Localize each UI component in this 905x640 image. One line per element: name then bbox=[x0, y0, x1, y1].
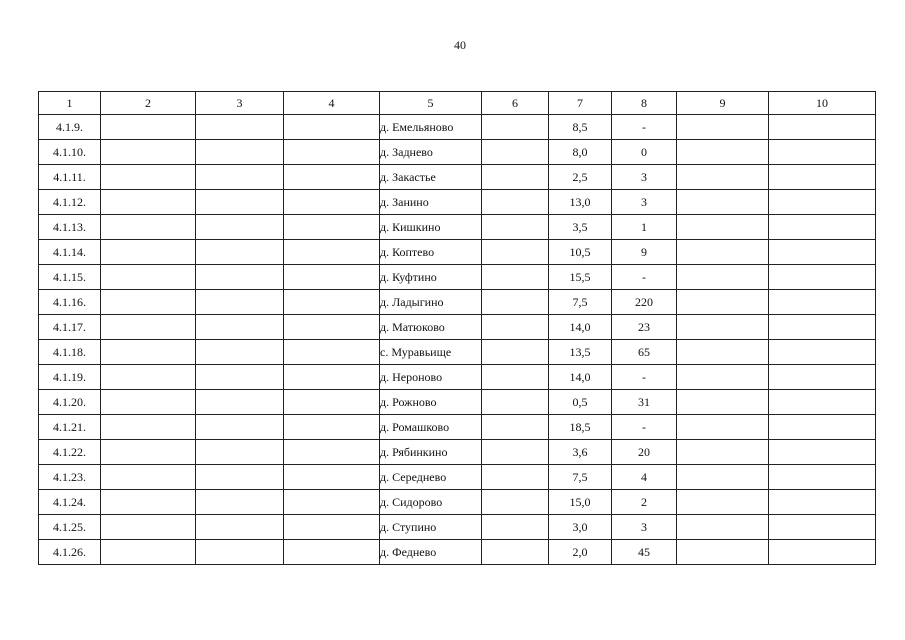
row-number-cell: 4.1.15. bbox=[39, 265, 101, 290]
column-header-4: 4 bbox=[284, 92, 380, 115]
table-row bbox=[39, 315, 876, 340]
empty-cell-col-6 bbox=[482, 390, 549, 415]
column-7-cell: 3,0 bbox=[549, 515, 612, 540]
empty-cell-col-9 bbox=[677, 140, 769, 165]
column-7-cell: 3,5 bbox=[549, 215, 612, 240]
row-number-cell: 4.1.12. bbox=[39, 190, 101, 215]
settlement-name-cell: д. Ромашково bbox=[380, 415, 482, 440]
empty-cell-col-9 bbox=[677, 265, 769, 290]
empty-cell-col-2 bbox=[101, 290, 196, 315]
empty-cell-col-2 bbox=[101, 190, 196, 215]
row-number-cell: 4.1.23. bbox=[39, 465, 101, 490]
settlement-name-cell: д. Сидорово bbox=[380, 490, 482, 515]
column-8-cell: 20 bbox=[612, 440, 677, 465]
row-number-cell: 4.1.20. bbox=[39, 390, 101, 415]
empty-cell-col-6 bbox=[482, 165, 549, 190]
column-8-cell: 45 bbox=[612, 540, 677, 565]
settlement-name-cell: д. Ступино bbox=[380, 515, 482, 540]
row-number-cell: 4.1.16. bbox=[39, 290, 101, 315]
column-8-cell: - bbox=[612, 365, 677, 390]
column-8-cell: 2 bbox=[612, 490, 677, 515]
empty-cell-col-2 bbox=[101, 140, 196, 165]
empty-cell-col-6 bbox=[482, 415, 549, 440]
empty-cell-col-2 bbox=[101, 365, 196, 390]
empty-cell-col-3 bbox=[196, 515, 284, 540]
column-7-cell: 14,0 bbox=[549, 315, 612, 340]
column-header-7: 7 bbox=[549, 92, 612, 115]
settlement-name-cell: д. Рожново bbox=[380, 390, 482, 415]
empty-cell-col-6 bbox=[482, 540, 549, 565]
settlement-name-cell: д. Куфтино bbox=[380, 265, 482, 290]
empty-cell-col-2 bbox=[101, 515, 196, 540]
empty-cell-col-9 bbox=[677, 165, 769, 190]
column-header-6: 6 bbox=[482, 92, 549, 115]
empty-cell-col-2 bbox=[101, 115, 196, 140]
empty-cell-col-3 bbox=[196, 540, 284, 565]
column-8-cell: 4 bbox=[612, 465, 677, 490]
column-8-cell: - bbox=[612, 115, 677, 140]
column-header-3: 3 bbox=[196, 92, 284, 115]
settlement-name-cell: д. Кишкино bbox=[380, 215, 482, 240]
empty-cell-col-3 bbox=[196, 140, 284, 165]
table-row bbox=[39, 190, 876, 215]
table-row bbox=[39, 390, 876, 415]
settlement-name-cell: д. Феднево bbox=[380, 540, 482, 565]
empty-cell-col-3 bbox=[196, 415, 284, 440]
empty-cell-col-10 bbox=[769, 215, 876, 240]
settlement-name-cell: д. Матюково bbox=[380, 315, 482, 340]
empty-cell-col-3 bbox=[196, 190, 284, 215]
empty-cell-col-10 bbox=[769, 115, 876, 140]
empty-cell-col-4 bbox=[284, 440, 380, 465]
row-number-cell: 4.1.10. bbox=[39, 140, 101, 165]
empty-cell-col-4 bbox=[284, 265, 380, 290]
empty-cell-col-3 bbox=[196, 290, 284, 315]
empty-cell-col-2 bbox=[101, 265, 196, 290]
table-header-row bbox=[39, 92, 876, 115]
empty-cell-col-4 bbox=[284, 315, 380, 340]
column-8-cell: 220 bbox=[612, 290, 677, 315]
settlement-name-cell: д. Занино bbox=[380, 190, 482, 215]
empty-cell-col-9 bbox=[677, 315, 769, 340]
row-number-cell: 4.1.13. bbox=[39, 215, 101, 240]
table-row bbox=[39, 515, 876, 540]
settlement-name-cell: д. Рябинкино bbox=[380, 440, 482, 465]
column-header-8: 8 bbox=[612, 92, 677, 115]
empty-cell-col-2 bbox=[101, 240, 196, 265]
column-header-5: 5 bbox=[380, 92, 482, 115]
settlement-name-cell: д. Закастье bbox=[380, 165, 482, 190]
column-8-cell: 0 bbox=[612, 140, 677, 165]
empty-cell-col-9 bbox=[677, 390, 769, 415]
empty-cell-col-3 bbox=[196, 165, 284, 190]
empty-cell-col-4 bbox=[284, 290, 380, 315]
empty-cell-col-4 bbox=[284, 165, 380, 190]
empty-cell-col-4 bbox=[284, 140, 380, 165]
settlement-name-cell: с. Муравьище bbox=[380, 340, 482, 365]
column-7-cell: 10,5 bbox=[549, 240, 612, 265]
empty-cell-col-6 bbox=[482, 115, 549, 140]
column-8-cell: 3 bbox=[612, 190, 677, 215]
table-row bbox=[39, 440, 876, 465]
table-row bbox=[39, 165, 876, 190]
empty-cell-col-4 bbox=[284, 415, 380, 440]
row-number-cell: 4.1.24. bbox=[39, 490, 101, 515]
empty-cell-col-4 bbox=[284, 490, 380, 515]
table-row bbox=[39, 365, 876, 390]
empty-cell-col-10 bbox=[769, 440, 876, 465]
empty-cell-col-4 bbox=[284, 465, 380, 490]
empty-cell-col-4 bbox=[284, 390, 380, 415]
settlement-name-cell: д. Заднево bbox=[380, 140, 482, 165]
empty-cell-col-9 bbox=[677, 290, 769, 315]
empty-cell-col-6 bbox=[482, 440, 549, 465]
empty-cell-col-9 bbox=[677, 115, 769, 140]
empty-cell-col-3 bbox=[196, 340, 284, 365]
settlements-table bbox=[38, 91, 876, 565]
settlement-name-cell: д. Коптево bbox=[380, 240, 482, 265]
empty-cell-col-10 bbox=[769, 340, 876, 365]
empty-cell-col-2 bbox=[101, 215, 196, 240]
row-number-cell: 4.1.14. bbox=[39, 240, 101, 265]
column-8-cell: 65 bbox=[612, 340, 677, 365]
empty-cell-col-10 bbox=[769, 415, 876, 440]
empty-cell-col-9 bbox=[677, 540, 769, 565]
empty-cell-col-6 bbox=[482, 365, 549, 390]
table-row bbox=[39, 415, 876, 440]
column-7-cell: 8,0 bbox=[549, 140, 612, 165]
column-header-1: 1 bbox=[39, 92, 101, 115]
empty-cell-col-2 bbox=[101, 440, 196, 465]
column-header-9: 9 bbox=[677, 92, 769, 115]
empty-cell-col-2 bbox=[101, 490, 196, 515]
settlement-name-cell: д. Емельяново bbox=[380, 115, 482, 140]
table-row bbox=[39, 340, 876, 365]
empty-cell-col-10 bbox=[769, 365, 876, 390]
table-row bbox=[39, 115, 876, 140]
empty-cell-col-10 bbox=[769, 490, 876, 515]
empty-cell-col-6 bbox=[482, 290, 549, 315]
empty-cell-col-9 bbox=[677, 465, 769, 490]
empty-cell-col-10 bbox=[769, 465, 876, 490]
column-7-cell: 0,5 bbox=[549, 390, 612, 415]
settlement-name-cell: д. Нероново bbox=[380, 365, 482, 390]
empty-cell-col-3 bbox=[196, 440, 284, 465]
empty-cell-col-10 bbox=[769, 240, 876, 265]
settlement-name-cell: д. Ладыгино bbox=[380, 290, 482, 315]
empty-cell-col-3 bbox=[196, 490, 284, 515]
empty-cell-col-9 bbox=[677, 515, 769, 540]
empty-cell-col-3 bbox=[196, 390, 284, 415]
table-row bbox=[39, 240, 876, 265]
row-number-cell: 4.1.19. bbox=[39, 365, 101, 390]
empty-cell-col-4 bbox=[284, 115, 380, 140]
empty-cell-col-9 bbox=[677, 215, 769, 240]
column-7-cell: 15,0 bbox=[549, 490, 612, 515]
empty-cell-col-9 bbox=[677, 190, 769, 215]
empty-cell-col-10 bbox=[769, 165, 876, 190]
row-number-cell: 4.1.21. bbox=[39, 415, 101, 440]
row-number-cell: 4.1.18. bbox=[39, 340, 101, 365]
column-8-cell: 1 bbox=[612, 215, 677, 240]
empty-cell-col-6 bbox=[482, 340, 549, 365]
column-8-cell: 23 bbox=[612, 315, 677, 340]
empty-cell-col-2 bbox=[101, 315, 196, 340]
page-number: 40 bbox=[454, 38, 466, 52]
empty-cell-col-6 bbox=[482, 190, 549, 215]
empty-cell-col-3 bbox=[196, 315, 284, 340]
table-row bbox=[39, 540, 876, 565]
empty-cell-col-9 bbox=[677, 440, 769, 465]
column-header-2: 2 bbox=[101, 92, 196, 115]
column-7-cell: 18,5 bbox=[549, 415, 612, 440]
row-number-cell: 4.1.26. bbox=[39, 540, 101, 565]
column-8-cell: - bbox=[612, 415, 677, 440]
empty-cell-col-6 bbox=[482, 515, 549, 540]
table-row bbox=[39, 465, 876, 490]
column-7-cell: 8,5 bbox=[549, 115, 612, 140]
empty-cell-col-3 bbox=[196, 215, 284, 240]
settlement-name-cell: д. Середнево bbox=[380, 465, 482, 490]
empty-cell-col-10 bbox=[769, 290, 876, 315]
empty-cell-col-3 bbox=[196, 265, 284, 290]
column-8-cell: 3 bbox=[612, 515, 677, 540]
empty-cell-col-6 bbox=[482, 465, 549, 490]
empty-cell-col-6 bbox=[482, 315, 549, 340]
empty-cell-col-4 bbox=[284, 240, 380, 265]
empty-cell-col-9 bbox=[677, 340, 769, 365]
table-row bbox=[39, 265, 876, 290]
empty-cell-col-2 bbox=[101, 540, 196, 565]
table-row bbox=[39, 140, 876, 165]
empty-cell-col-9 bbox=[677, 415, 769, 440]
empty-cell-col-2 bbox=[101, 465, 196, 490]
column-7-cell: 7,5 bbox=[549, 290, 612, 315]
column-8-cell: 3 bbox=[612, 165, 677, 190]
empty-cell-col-4 bbox=[284, 540, 380, 565]
empty-cell-col-9 bbox=[677, 240, 769, 265]
empty-cell-col-3 bbox=[196, 365, 284, 390]
column-7-cell: 2,5 bbox=[549, 165, 612, 190]
row-number-cell: 4.1.17. bbox=[39, 315, 101, 340]
empty-cell-col-10 bbox=[769, 390, 876, 415]
column-7-cell: 13,0 bbox=[549, 190, 612, 215]
column-8-cell: 9 bbox=[612, 240, 677, 265]
empty-cell-col-9 bbox=[677, 490, 769, 515]
empty-cell-col-6 bbox=[482, 265, 549, 290]
column-8-cell: - bbox=[612, 265, 677, 290]
empty-cell-col-10 bbox=[769, 315, 876, 340]
empty-cell-col-3 bbox=[196, 240, 284, 265]
empty-cell-col-10 bbox=[769, 140, 876, 165]
empty-cell-col-4 bbox=[284, 190, 380, 215]
column-7-cell: 2,0 bbox=[549, 540, 612, 565]
empty-cell-col-10 bbox=[769, 540, 876, 565]
empty-cell-col-2 bbox=[101, 340, 196, 365]
column-8-cell: 31 bbox=[612, 390, 677, 415]
table-row bbox=[39, 215, 876, 240]
empty-cell-col-2 bbox=[101, 165, 196, 190]
column-7-cell: 7,5 bbox=[549, 465, 612, 490]
empty-cell-col-6 bbox=[482, 240, 549, 265]
column-7-cell: 14,0 bbox=[549, 365, 612, 390]
empty-cell-col-9 bbox=[677, 365, 769, 390]
empty-cell-col-3 bbox=[196, 465, 284, 490]
empty-cell-col-3 bbox=[196, 115, 284, 140]
empty-cell-col-10 bbox=[769, 190, 876, 215]
row-number-cell: 4.1.22. bbox=[39, 440, 101, 465]
empty-cell-col-10 bbox=[769, 515, 876, 540]
column-7-cell: 15,5 bbox=[549, 265, 612, 290]
empty-cell-col-2 bbox=[101, 415, 196, 440]
empty-cell-col-6 bbox=[482, 215, 549, 240]
table-row bbox=[39, 490, 876, 515]
empty-cell-col-4 bbox=[284, 215, 380, 240]
empty-cell-col-4 bbox=[284, 515, 380, 540]
column-header-10: 10 bbox=[769, 92, 876, 115]
empty-cell-col-10 bbox=[769, 265, 876, 290]
empty-cell-col-6 bbox=[482, 140, 549, 165]
column-7-cell: 13,5 bbox=[549, 340, 612, 365]
table-row bbox=[39, 290, 876, 315]
empty-cell-col-2 bbox=[101, 390, 196, 415]
column-7-cell: 3,6 bbox=[549, 440, 612, 465]
row-number-cell: 4.1.25. bbox=[39, 515, 101, 540]
row-number-cell: 4.1.9. bbox=[39, 115, 101, 140]
empty-cell-col-4 bbox=[284, 365, 380, 390]
empty-cell-col-6 bbox=[482, 490, 549, 515]
empty-cell-col-4 bbox=[284, 340, 380, 365]
row-number-cell: 4.1.11. bbox=[39, 165, 101, 190]
